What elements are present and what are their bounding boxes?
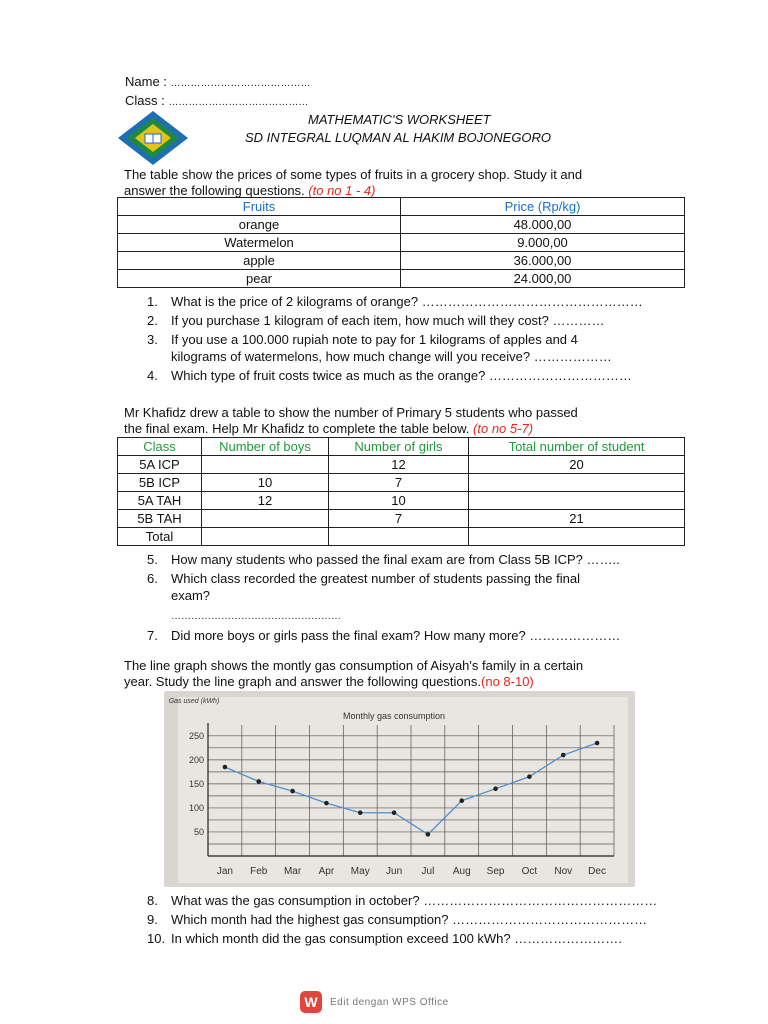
question-item <box>147 930 707 947</box>
students-table-header <box>118 438 685 456</box>
question-item <box>147 570 707 604</box>
gas-consumption-chart <box>164 691 635 887</box>
question-number: 1. <box>147 294 158 309</box>
data-point <box>256 779 261 784</box>
fruit-price-table <box>117 197 685 288</box>
class-line <box>125 93 308 111</box>
total-cell <box>469 492 685 510</box>
question-number: 2. <box>147 313 158 328</box>
girls-cell: 10 <box>329 492 469 510</box>
y-tick-label: 150 <box>188 778 204 789</box>
data-point <box>223 765 228 770</box>
data-point <box>459 798 464 803</box>
boys-header: Number of boys <box>202 438 329 456</box>
y-tick-label: 250 <box>188 730 204 741</box>
price-cell: 9.000,00 <box>401 234 685 252</box>
x-tick-label: Sep <box>486 866 505 877</box>
girls-cell: 12 <box>329 456 469 474</box>
boys-cell <box>202 528 329 546</box>
price-cell: 48.000,00 <box>401 216 685 234</box>
wps-logo-icon: W <box>300 991 322 1013</box>
name-blank: …………………………………… <box>170 78 311 89</box>
class-cell: Total <box>118 528 202 546</box>
price-cell: 36.000,00 <box>401 252 685 270</box>
section3-intro-text: year. Study the line graph and answer the following questions. <box>124 674 482 689</box>
table-row <box>118 510 685 528</box>
class-header: Class <box>118 438 202 456</box>
question-number: 9. <box>147 912 158 927</box>
question-text: Which class recorded the greatest number of students passing the final <box>171 571 580 586</box>
class-cell: 5A ICP <box>118 456 202 474</box>
x-tick-label: May <box>350 866 370 877</box>
chart-paper <box>178 697 628 883</box>
question-item <box>147 911 707 928</box>
section2-intro-line2 <box>124 421 714 437</box>
section2-range: (to no 5-7) <box>473 421 534 436</box>
table-row <box>118 270 685 288</box>
x-tick-label: Apr <box>318 866 335 877</box>
wps-footer-text: Edit dengan WPS Office <box>330 996 449 1008</box>
question-item <box>147 367 707 384</box>
question-text: Which month had the highest gas consumption? ……………………………………… <box>171 912 648 927</box>
section1-intro <box>124 167 714 199</box>
question-text: If you use a 100.000 rupiah note to pay for 1 kilograms of apples and 4 <box>171 332 578 347</box>
total-cell: 21 <box>469 510 685 528</box>
worksheet-title: MATHEMATIC'S WORKSHEET <box>308 112 491 127</box>
question-text: If you purchase 1 kilogram of each item, how much will they cost? ………… <box>171 313 605 328</box>
fruit-cell: Watermelon <box>118 234 401 252</box>
data-point <box>358 810 363 815</box>
section3-questions <box>147 892 707 949</box>
data-point <box>392 810 397 815</box>
question-item <box>147 627 707 644</box>
boys-cell <box>202 456 329 474</box>
section3-intro <box>124 658 714 690</box>
table-row <box>118 528 685 546</box>
question-number: 4. <box>147 368 158 383</box>
table-row <box>118 234 685 252</box>
question-number: 6. <box>147 571 158 586</box>
x-tick-label: Oct <box>521 866 538 877</box>
section1-intro-line1: The table show the prices of some types of fruits in a grocery shop. Study it and <box>124 167 583 182</box>
question-item <box>147 551 707 568</box>
class-cell: 5B ICP <box>118 474 202 492</box>
fruits-header: Fruits <box>118 198 401 216</box>
section3-intro-line1: The line graph shows the montly gas consumption of Aisyah's family in a certain <box>124 658 584 673</box>
answer-blank: …………………………………………… <box>171 611 341 622</box>
y-tick-label: 50 <box>193 826 204 837</box>
data-point <box>527 774 532 779</box>
students-table <box>117 437 685 546</box>
question-text: Did more boys or girls pass the final exam? How many more? ………………… <box>171 628 621 643</box>
total-cell <box>469 528 685 546</box>
question-text: How many students who passed the final exam are from Class 5B ICP? …….. <box>171 552 620 567</box>
question-text-cont: exam? <box>171 588 211 603</box>
y-axis-label: Gas used (kWh) <box>168 698 220 705</box>
question-text: Which type of fruit costs twice as much as the orange? …………………………… <box>171 368 632 383</box>
data-point <box>493 786 498 791</box>
table-row <box>118 252 685 270</box>
data-point <box>595 741 600 746</box>
section1-intro-text: answer the following questions. <box>124 183 305 198</box>
chart-title: Monthly gas consumption <box>342 711 446 721</box>
class-cell: 5B TAH <box>118 510 202 528</box>
data-point <box>290 789 295 794</box>
class-cell: 5A TAH <box>118 492 202 510</box>
question-number: 5. <box>147 552 158 567</box>
question-text: In which month did the gas consumption exceed 100 kWh? ……………………. <box>171 931 622 946</box>
total-header: Total number of student <box>469 438 685 456</box>
girls-cell: 7 <box>329 510 469 528</box>
x-tick-label: Mar <box>283 866 302 877</box>
question-number: 3. <box>147 332 158 347</box>
name-label: Name : <box>125 74 171 89</box>
name-line <box>125 74 311 92</box>
fruit-cell: apple <box>118 252 401 270</box>
price-cell: 24.000,00 <box>401 270 685 288</box>
fruit-cell: pear <box>118 270 401 288</box>
class-blank: …………………………………… <box>168 97 309 108</box>
table-row <box>118 474 685 492</box>
section3-intro-line2 <box>124 674 714 690</box>
table-row <box>118 216 685 234</box>
section3-range: (no 8-10) <box>481 674 534 689</box>
x-tick-label: Aug <box>452 866 471 877</box>
section2-intro-line1: Mr Khafidz drew a table to show the number of Primary 5 students who passed <box>124 405 578 420</box>
class-label: Class : <box>125 93 169 108</box>
boys-cell <box>202 510 329 528</box>
y-tick-label: 200 <box>188 754 204 765</box>
table-row <box>118 492 685 510</box>
wps-footer <box>300 990 449 1014</box>
x-tick-label: Jan <box>216 866 233 877</box>
y-tick-label: 100 <box>188 802 204 813</box>
fruit-cell: orange <box>118 216 401 234</box>
question-item <box>147 892 707 909</box>
x-tick-label: Feb <box>250 866 268 877</box>
question-item <box>147 312 707 329</box>
question-number: 10. <box>147 931 166 946</box>
question-item <box>147 293 707 310</box>
question-text: What was the gas consumption in october? ……………………………………………… <box>171 893 658 908</box>
data-point <box>561 753 566 758</box>
fruit-table-header <box>118 198 685 216</box>
x-tick-label: Dec <box>588 866 606 877</box>
x-tick-label: Jun <box>386 866 403 877</box>
x-tick-label: Jul <box>421 866 435 877</box>
section1-questions <box>147 293 707 386</box>
table-row <box>118 456 685 474</box>
section2-intro <box>124 405 714 437</box>
question-text: What is the price of 2 kilograms of orange? …………………………………………… <box>171 294 643 309</box>
section1-range: (to no 1 - 4) <box>308 183 376 198</box>
section2-intro-text: the final exam. Help Mr Khafidz to complete the table below. <box>124 421 470 436</box>
question-text-cont: kilograms of watermelons, how much change will you receive? ……………… <box>171 349 612 364</box>
girls-cell: 7 <box>329 474 469 492</box>
total-cell: 20 <box>469 456 685 474</box>
data-point <box>426 832 431 837</box>
girls-header: Number of girls <box>329 438 469 456</box>
boys-cell: 12 <box>202 492 329 510</box>
section2-questions <box>147 551 707 646</box>
question-item <box>147 606 707 625</box>
total-cell <box>469 474 685 492</box>
gas-chart-photo <box>164 691 635 887</box>
question-number: 7. <box>147 628 158 643</box>
price-header: Price (Rp/kg) <box>401 198 685 216</box>
girls-cell <box>329 528 469 546</box>
data-point <box>324 801 329 806</box>
school-name: SD INTEGRAL LUQMAN AL HAKIM BOJONEGORO <box>245 130 552 145</box>
question-number: 8. <box>147 893 158 908</box>
question-item <box>147 331 707 365</box>
school-logo <box>117 110 189 166</box>
boys-cell: 10 <box>202 474 329 492</box>
x-tick-label: Nov <box>554 866 573 877</box>
